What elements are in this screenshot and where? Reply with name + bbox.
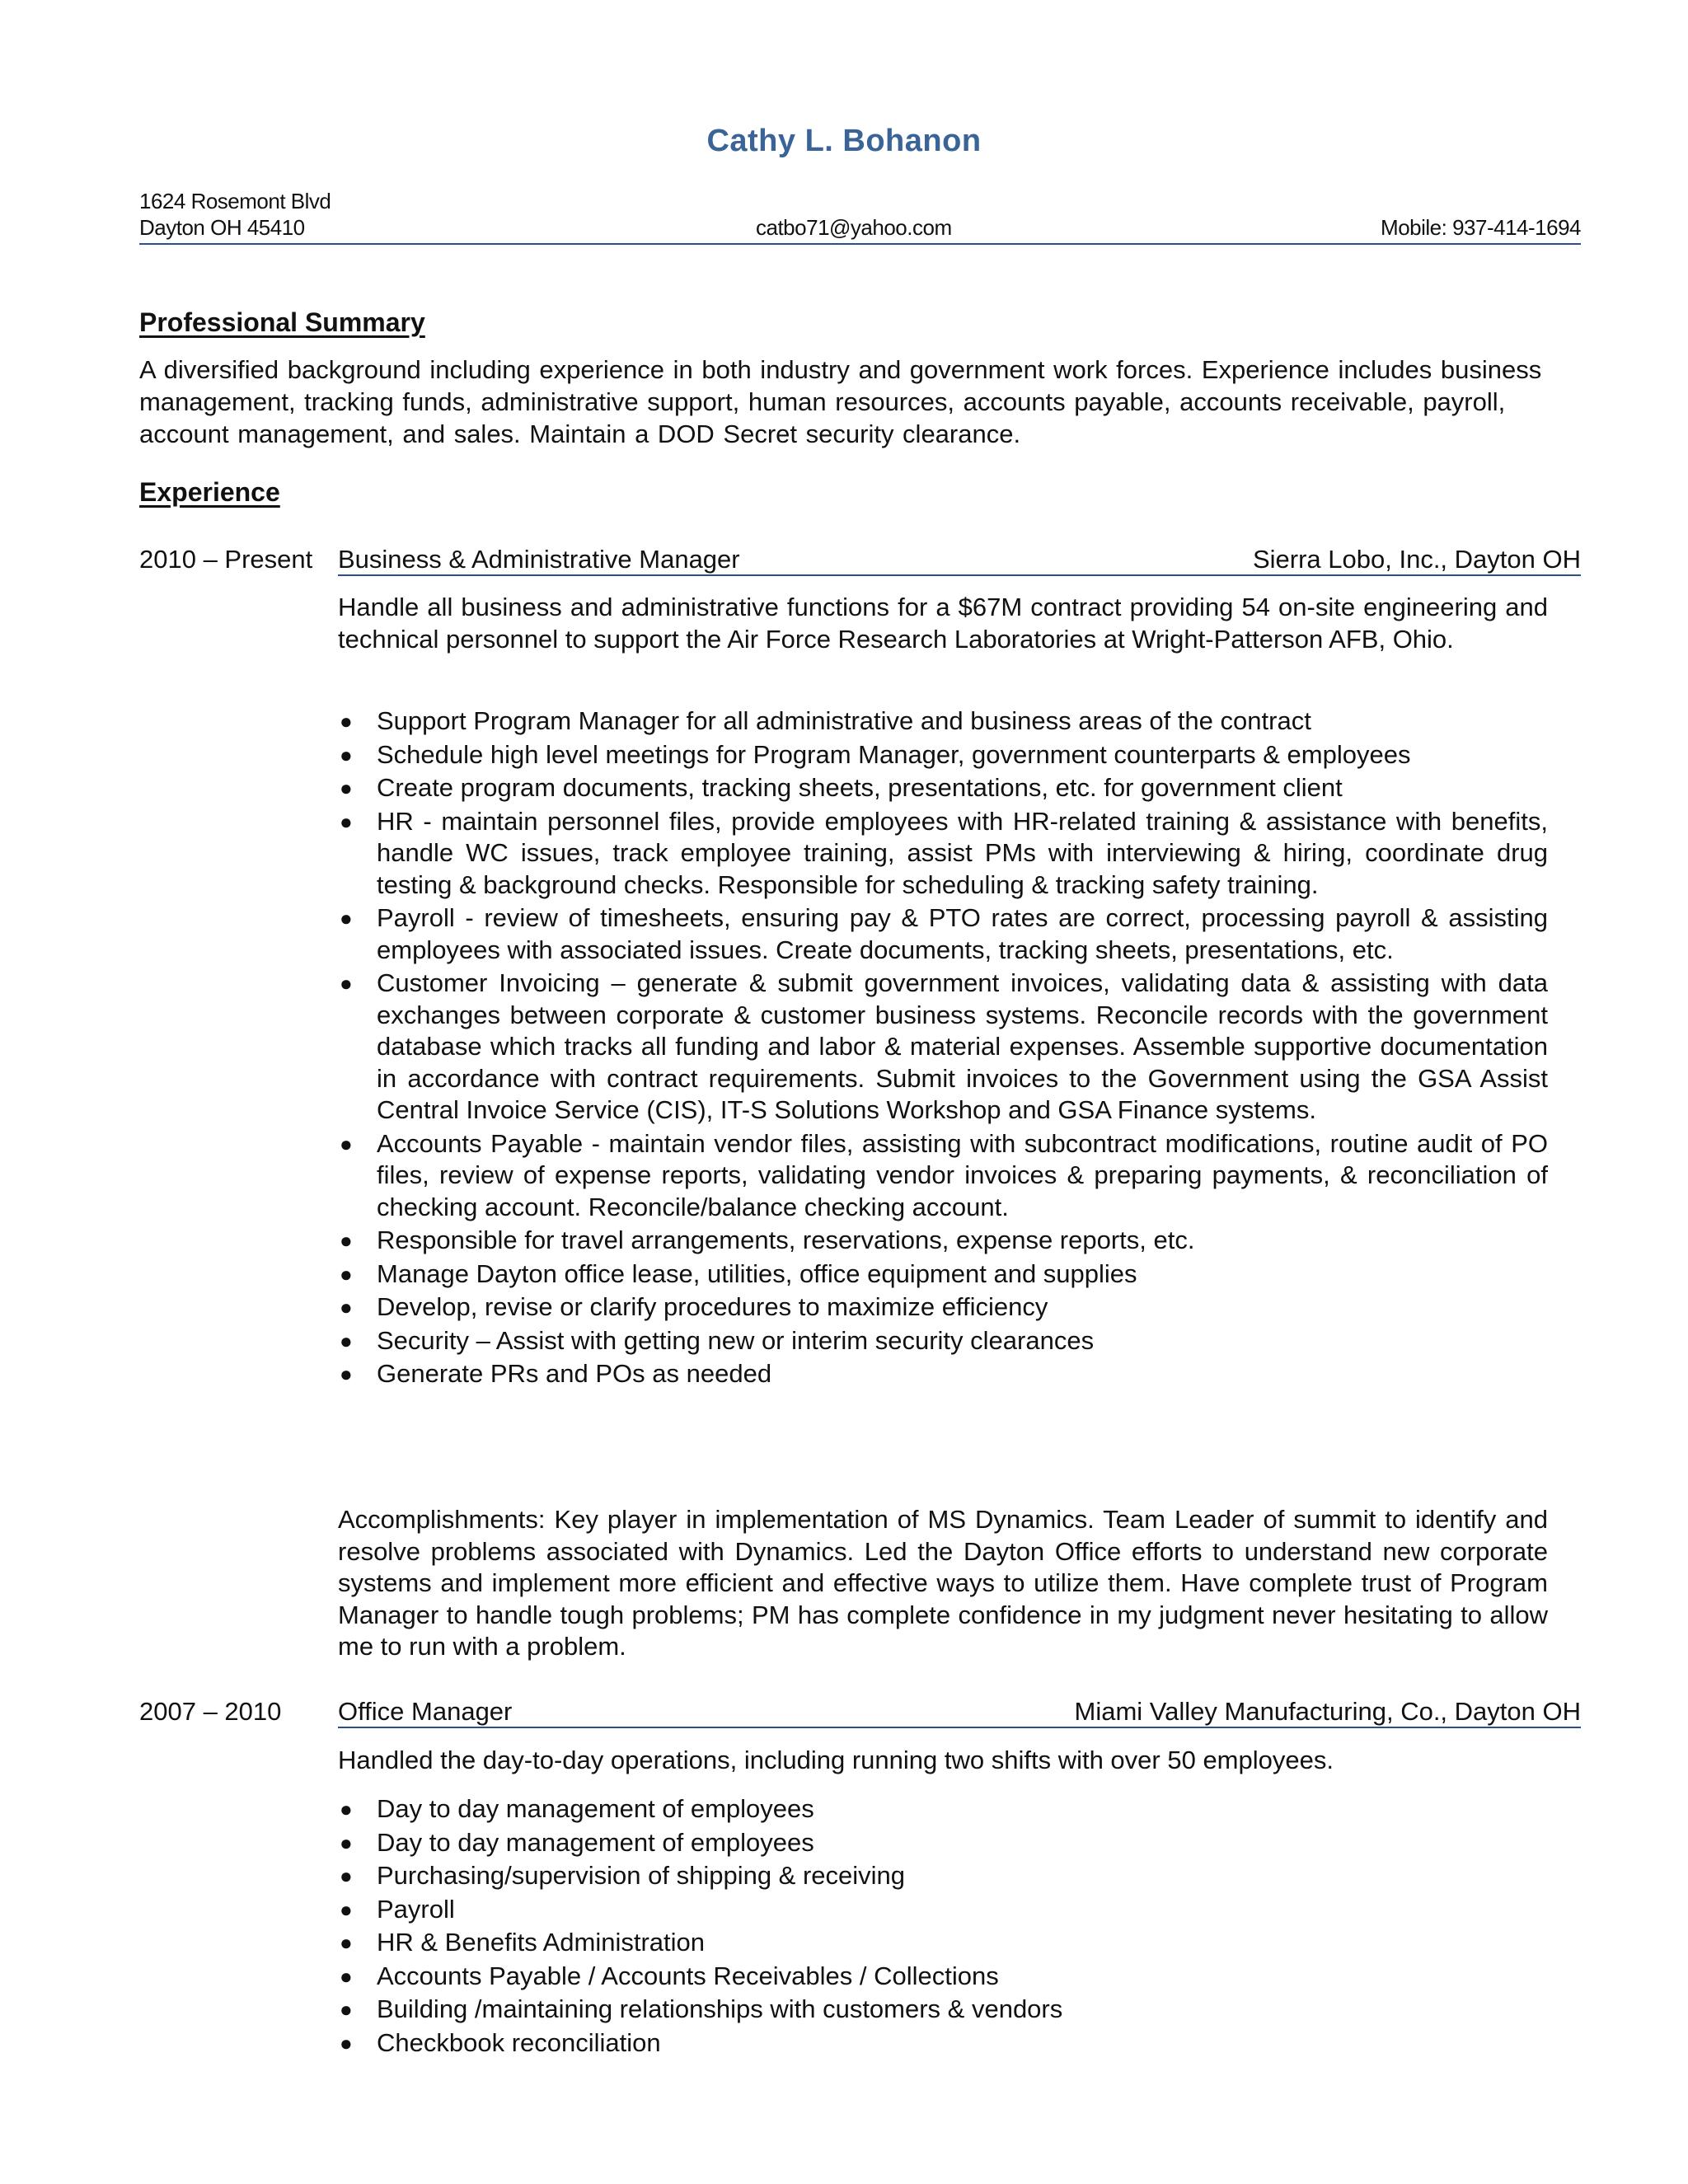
bullet-icon: ● bbox=[340, 1863, 353, 1888]
job-title: Business & Administrative Manager bbox=[338, 545, 740, 574]
list-item: ● Accounts Payable - maintain vendor files, assisting with subcontract modifications, routine audit of PO files, review of expense reports, validating vendor invoices & preparing payments, & reconciliation of checking account. Reconcile/balance checking account. bbox=[340, 1128, 1548, 1221]
bullet-icon: ● bbox=[340, 1930, 353, 1955]
job-description: Handled the day-to-day operations, including running two shifts with over 50 employees. bbox=[338, 1746, 1334, 1774]
list-item: ● Create program documents, tracking sheets, presentations, etc. for government client bbox=[338, 772, 1548, 804]
email-address[interactable]: catbo71@yahoo.com bbox=[756, 215, 952, 240]
job-header-miami-valley bbox=[139, 1697, 1581, 1730]
list-item: ● Building /maintaining relationships with customers & vendors bbox=[338, 1994, 1548, 2026]
bullet-icon: ● bbox=[340, 1830, 353, 1855]
bullet-icon: ● bbox=[340, 971, 353, 996]
list-item: ● HR - maintain personnel files, provide employees with HR-related training & assistance with benefits, handle WC issues, track employee training, assist PMs with interviewing & hiring, coordinate drug testing & background checks. Responsible for scheduling & tracking safety training. bbox=[340, 806, 1548, 899]
bullet-icon: ● bbox=[340, 1228, 353, 1253]
job-accomplishments: Accomplishments: Key player in implementation of MS Dynamics. Team Leader of summit to identify and resolve problems associated with Dynamics. Led the Dayton Office efforts to understand new corporate systems and implement more efficient and effective ways to utilize them. Have complete trust of Program Manager to handle tough problems; PM has complete confidence in my judgment never hesitating to allow me to run with a problem. bbox=[338, 1505, 1548, 1661]
list-item: ● Accounts Payable / Accounts Receivables / Collections bbox=[338, 1961, 1548, 1993]
list-item: ● Payroll - review of timesheets, ensuring pay & PTO rates are correct, processing payroll & assisting employees with associated issues. Create documents, tracking sheets, presentations, etc. bbox=[340, 903, 1548, 964]
summary-heading: Professional Summary bbox=[139, 307, 425, 337]
list-item: ● Purchasing/supervision of shipping & receiving bbox=[338, 1860, 1548, 1892]
job-dates: 2007 – 2010 bbox=[139, 1697, 282, 1726]
job-duties-list bbox=[338, 705, 1548, 1392]
city-state-zip: Dayton OH 45410 bbox=[139, 215, 305, 240]
list-item: ● Support Program Manager for all administrative and business areas of the contract bbox=[338, 705, 1548, 738]
job-company: Miami Valley Manufacturing, Co., Dayton OH bbox=[1074, 1697, 1581, 1726]
job-duties-list bbox=[338, 1793, 1548, 2060]
list-item: ● Customer Invoicing – generate & submit government invoices, validating data & assisting with data exchanges between corporate & customer business systems. Reconcile records with the government database which tracks all funding and labor & material expenses. Assemble supportive documentation in accordance with contract requirements. Submit invoices to the Government using the GSA Assist Central Invoice Service (CIS), IT-S Solutions Workshop and GSA Finance systems. bbox=[340, 968, 1548, 1124]
job-company: Sierra Lobo, Inc., Dayton OH bbox=[1252, 545, 1581, 574]
list-item: ● Day to day management of employees bbox=[338, 1793, 1548, 1825]
job-dates: 2010 – Present bbox=[139, 545, 313, 574]
summary-text: A diversified background including experience in both industry and government work forces. Experience includes business management, tracking funds, administrative support, human resources, accounts payable, accounts receivable, payroll, account management, and sales. Maintain a DOD Secret security clearance. bbox=[139, 355, 1542, 448]
bullet-icon: ● bbox=[340, 1295, 353, 1319]
bullet-icon: ● bbox=[340, 1997, 353, 2022]
list-item: ● HR & Benefits Administration bbox=[338, 1927, 1548, 1959]
list-item: ● Security – Assist with getting new or interim security clearances bbox=[338, 1325, 1548, 1357]
bullet-icon: ● bbox=[340, 742, 353, 767]
contact-row bbox=[139, 215, 1581, 245]
job-title-line bbox=[338, 545, 1581, 576]
job-header-sierra-lobo bbox=[139, 545, 1581, 578]
bullet-icon: ● bbox=[340, 906, 353, 930]
bullet-icon: ● bbox=[340, 808, 353, 834]
bullet-icon: ● bbox=[340, 1361, 353, 1386]
bullet-icon: ● bbox=[340, 2030, 353, 2055]
job-title-line bbox=[338, 1697, 1581, 1728]
bullet-icon: ● bbox=[340, 1963, 353, 1989]
job-title: Office Manager bbox=[338, 1697, 513, 1726]
list-item: ● Responsible for travel arrangements, reservations, expense reports, etc. bbox=[338, 1225, 1548, 1257]
list-item: ● Generate PRs and POs as needed bbox=[338, 1358, 1548, 1390]
list-item: ● Manage Dayton office lease, utilities, office equipment and supplies bbox=[338, 1258, 1548, 1291]
bullet-icon: ● bbox=[340, 1131, 353, 1156]
bullet-icon: ● bbox=[340, 776, 353, 800]
list-item: ● Develop, revise or clarify procedures to maximize efficiency bbox=[338, 1291, 1548, 1324]
job-description: Handle all business and administrative functions for a $67M contract providing 54 on-site engineering and technical personnel to support the Air Force Research Laboratories at Wright-Patterson AFB, Ohio. bbox=[338, 593, 1548, 654]
street-address: 1624 Rosemont Blvd bbox=[139, 189, 331, 213]
mobile-phone: Mobile: 937-414-1694 bbox=[1381, 215, 1581, 240]
candidate-name: Cathy L. Bohanon bbox=[706, 124, 982, 158]
bullet-icon: ● bbox=[340, 1797, 353, 1821]
bullet-icon: ● bbox=[340, 1328, 353, 1353]
bullet-icon: ● bbox=[340, 1261, 353, 1286]
bullet-icon: ● bbox=[340, 1896, 353, 1922]
list-item: ● Day to day management of employees bbox=[338, 1827, 1548, 1859]
list-item: ● Schedule high level meetings for Program Manager, government counterparts & employees bbox=[338, 739, 1548, 771]
list-item: ● Checkbook reconciliation bbox=[338, 2027, 1548, 2060]
experience-heading: Experience bbox=[139, 477, 280, 507]
list-item: ● Payroll bbox=[338, 1894, 1548, 1926]
bullet-icon: ● bbox=[340, 709, 353, 733]
